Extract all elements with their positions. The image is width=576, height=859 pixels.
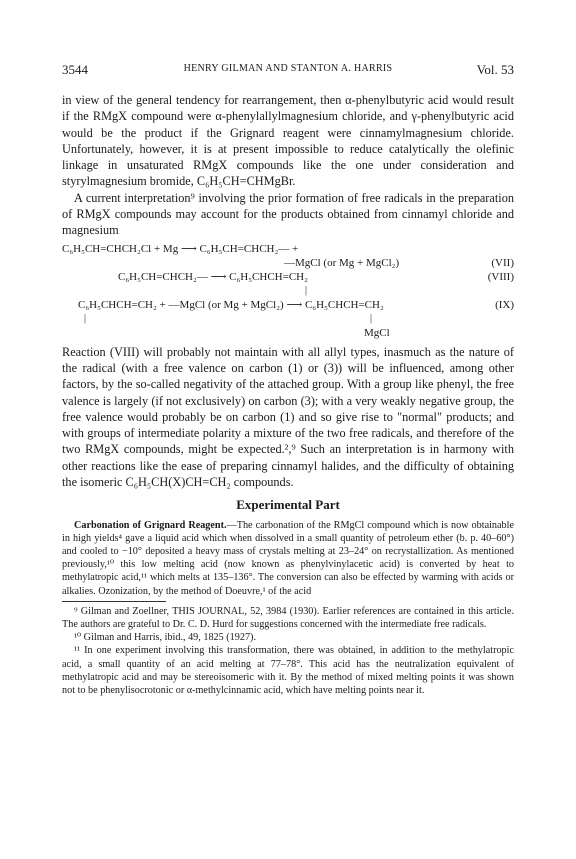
equation-viii-number: (VIII) [487,270,514,283]
equation-ix-number: (IX) [495,298,514,311]
footnote-10: ¹⁰ Gilman and Harris, ibid., 49, 1825 (1927). [74,632,256,644]
equation-vii-left: C₆H₅CH=CHCH₂Cl + Mg ⟶ C₆H₅CH=CHCH₂— + [62,242,299,255]
paragraph-1: in view of the general tendency for rearrangement, then α-phenylbutyric acid would result if the RMgX compound were α-phenylallylmagnesium chloride, and γ-phenylbutyric acid would be the product if the Grignard reagent were cinnamylmagnesium chloride. Unfortunately, however, it is at present impossible to reduce catalytically the olefinic linkage in unsaturated RMgX compounds like the one under consideration and styrylmagnesium bromide, C₆H₅CH=CHMgBr. [62,93,514,189]
running-title: HENRY GILMAN AND STANTON A. HARRIS [183,63,393,74]
footnote-rule [62,601,166,602]
section-title: Experimental Part [236,497,340,513]
article-body [62,92,514,697]
journal-page [62,0,514,859]
page-header [62,62,514,78]
equation-ix-text: C₆H₅CHCH=CH₂ + —MgCl (or Mg + MgCl₂) ⟶ C₆H₅CHCH=CH₂ [78,298,384,311]
equation-vii [62,242,514,256]
equation-viii-text: C₆H₅CH=CHCH₂— ⟶ C₆H₅CHCH=CH₂ [118,270,308,283]
page-number: 3544 [62,62,88,77]
equation-ix [62,298,514,312]
equation-viii [62,270,514,284]
footnote-11: ¹¹ In one experiment involving this transformation, there was obtained, in addition to the methylatropic acid, a small quantity of an acid melting at 77–78°. This acid has the neutralization equivalent of methylatropic acid and may be stereoisomeric with it. By the method of mixed melting points it was shown not to be phenylisocrotonic or α-methylcinnamic acid, which have melting points near it. [62,645,514,697]
equation-vii-right: —MgCl (or Mg + MgCl₂) [284,256,400,269]
equation-vii-number: (VII) [491,256,514,269]
experimental-text: —The carbonation of the RMgCl compound which is now obtainable in high yields⁴ gave a liquid acid which when dissolved in a small quantity of petroleum ether (b. p. 40–60°) and cooled to −10° deposited a heavy mass of crystals melting at 23–24° on recrystallization. As mentioned previously,¹⁰ this low melting acid (now known as phenylvinylacetic acid) is converted by heat to methylatropic acid,¹¹ which melts at 135–136°. The conversion can also be effected by warming with acids or alkalies. Ozonization, by the method of Doeuvre,¹ of the acid [62,519,514,597]
paragraph-2: A current interpretation⁹ involving the prior formation of free radicals in the preparation of RMgX compounds may account for the products obtained from cinnamyl chloride and magnesium [62,190,514,238]
paragraph-3: Reaction (VIII) will probably not maintain with all allyl types, inasmuch as the nature of the radical (with a free valence on carbon (1) or (3)) will be influenced, among other factors, by the so-called negativity of the attached group. With a group like phenyl, the free valence is largely (if not exclusively) on carbon (3); with a very weakly negative group, the free valence would probably be on carbon (1) and so give rise to "normal" products; and with groups of intermediate polarity a mixture of the two free radicals, and therefore of the two RMgX compounds, might be expected.²,⁹ Such an interpretation is in harmony with other reactions like the ease of preparing cinnamyl halides, and the difficulty of obtaining the isomeric C₆H₅CH(X)CH=CH₂ compounds. [62,344,514,490]
bond-mark: | [84,312,87,324]
equation-block [62,242,514,340]
equation-ix-substituent: MgCl [364,326,390,339]
volume-label: Vol. 53 [476,62,514,77]
experimental-paragraph [62,519,514,598]
experimental-heading: Carbonation of Grignard Reagent. [74,519,227,531]
bond-mark: | [305,284,308,296]
footnote-9: ⁹ Gilman and Zoellner, THIS JOURNAL, 52, 3984 (1930). Earlier references are contained in this article. The authors are grateful to Dr. C. D. Hurd for suggestions concerned with the intermediate free radicals. [62,605,514,631]
bond-mark: | [370,312,373,324]
